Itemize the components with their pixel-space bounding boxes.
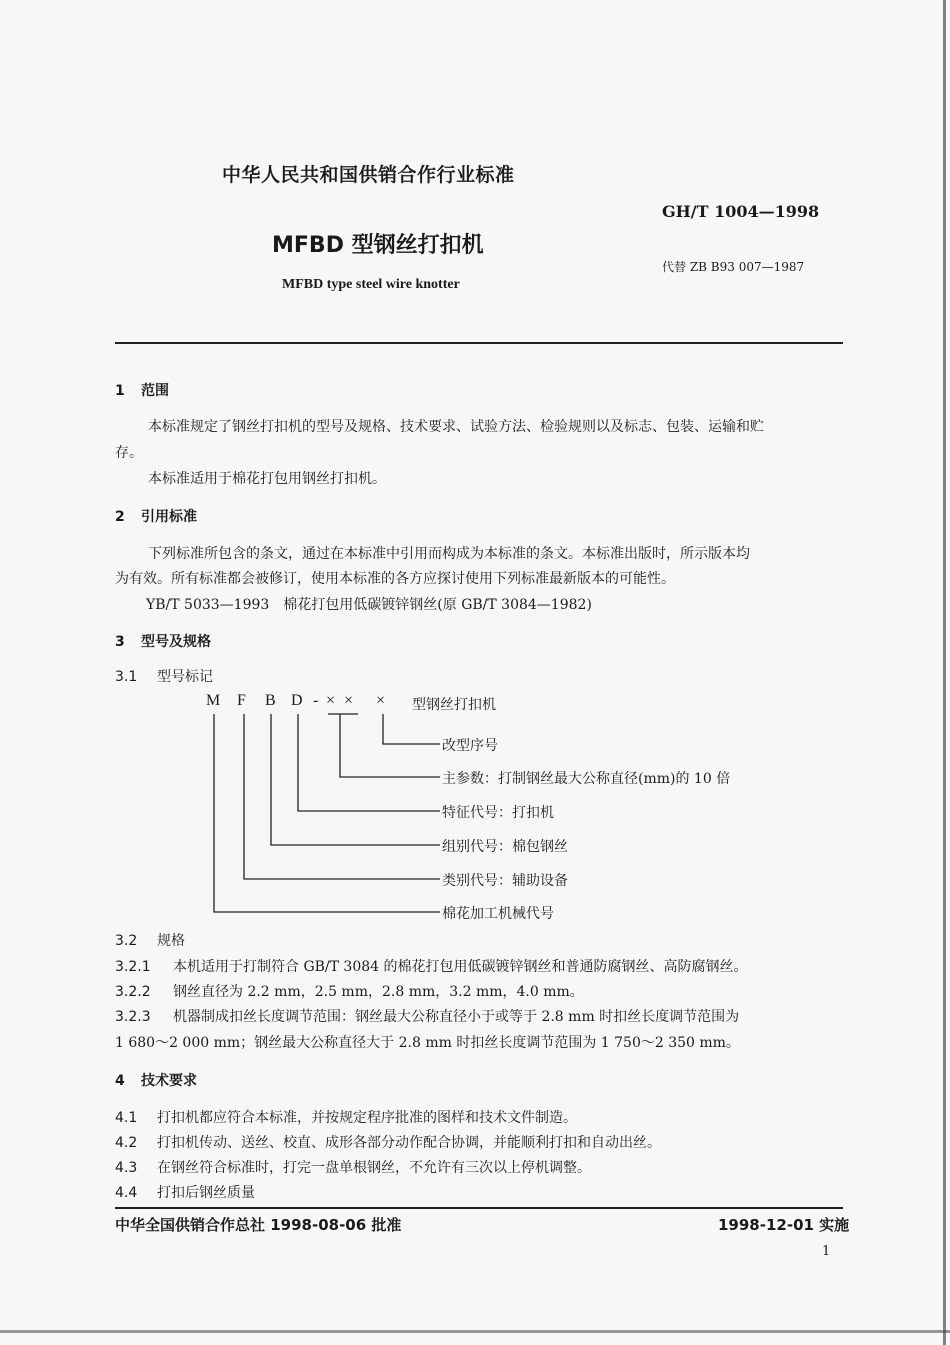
s1-paragraph-1-line-1: 本标准规定了钢丝打扣机的型号及规格、技术要求、试验方法、检验规则以及标志、包装、运输和贮 [148, 419, 764, 435]
model-char-m: M [206, 692, 221, 709]
s322-text: 钢丝直径为 2.2 mm，2.5 mm，2.8 mm，3.2 mm，4.0 mm。 [173, 984, 584, 1000]
effective-date: 1998-12-01 实施 [718, 1216, 850, 1234]
model-char-dash: - [313, 692, 319, 709]
replaces-note: 代替 ZB B93 007—1987 [662, 260, 805, 274]
item-text: 在钢丝符合标准时，打完一盘单根钢丝，不允许有三次以上停机调整。 [157, 1160, 591, 1176]
model-char-d: D [291, 692, 303, 709]
item-text: 打扣机传动、送丝、校直、成形各部分动作配合协调，并能顺利打扣和自动出丝。 [157, 1135, 661, 1151]
item-number: 4.1 [115, 1110, 138, 1126]
model-char-x3: × [376, 692, 386, 709]
item-number: 4.3 [115, 1160, 138, 1176]
leader-line-2 [340, 714, 440, 777]
s2-paragraph-line-1: 下列标准所包含的条文，通过在本标准中引用而构成为本标准的条文。本标准出版时，所示版本均 [148, 546, 750, 562]
approval-note: 中华全国供销合作总社 1998-08-06 批准 [115, 1216, 402, 1234]
section-number: 3 [115, 634, 125, 650]
s323-paragraph-line-2: 1 680～2 000 mm；钢丝最大公称直径大于 2.8 mm 时扣丝长度调节范围为 1 750～2 350 mm。 [115, 1035, 740, 1051]
subsection-title: 规格 [157, 933, 185, 949]
page-number: 1 [822, 1244, 831, 1259]
title-cn: MFBD 型钢丝打扣机 [272, 233, 484, 258]
leader-line-5 [244, 714, 440, 879]
s2-paragraph-line-2: 为有效。所有标准都会被修订，使用本标准的各方应探讨使用下列标准最新版本的可能性。 [115, 571, 675, 587]
section-title: 技术要求 [141, 1073, 197, 1089]
model-label: 型钢丝打扣机 [412, 697, 496, 713]
s2-reference: YB/T 5033—1993 棉花打包用低碳镀锌钢丝(原 GB/T 3084—1982) [146, 597, 592, 613]
s321-text: 本机适用于打制符合 GB/T 3084 的棉花打包用低碳镀锌钢丝和普通防腐钢丝、高防腐钢丝。 [173, 959, 748, 975]
legend-item-5: 类别代号：辅助设备 [442, 873, 568, 889]
s1-paragraph-2: 本标准适用于棉花打包用钢丝打扣机。 [148, 471, 386, 487]
s32-heading [115, 930, 185, 950]
section-title: 范围 [141, 383, 169, 399]
subsection-number: 3.2 [115, 933, 138, 949]
s42-item [115, 1132, 661, 1152]
section-4-heading [115, 1070, 197, 1090]
leader-line-4 [271, 714, 440, 845]
section-number: 4 [115, 1073, 125, 1089]
model-char-b: B [265, 692, 276, 709]
s321-paragraph [115, 956, 748, 976]
s323-text-line-1: 机器制成扣丝长度调节范围：钢丝最大公称直径小于或等于 2.8 mm 时扣丝长度调节范围为 [173, 1009, 740, 1025]
legend-item-4: 组别代号：棉包钢丝 [442, 839, 568, 855]
item-number: 4.2 [115, 1135, 138, 1151]
section-title: 引用标准 [141, 509, 197, 525]
s1-paragraph-1-line-2: 存。 [115, 445, 143, 461]
model-char-f: F [237, 692, 246, 709]
section-number: 2 [115, 509, 125, 525]
item-number: 4.4 [115, 1185, 138, 1201]
subsection-number: 3.2.1 [115, 959, 151, 975]
leader-line-3 [298, 714, 440, 811]
s44-item [115, 1182, 255, 1202]
model-char-x2: × [344, 692, 354, 709]
standard-code: GH/T 1004—1998 [662, 202, 820, 221]
standard-name: 中华人民共和国供销合作行业标准 [222, 164, 515, 186]
model-char-x1: × [326, 692, 336, 709]
legend-item-1: 改型序号 [442, 738, 498, 754]
section-title: 型号及规格 [141, 634, 211, 650]
subsection-number: 3.1 [115, 669, 138, 685]
footer-rule [115, 1207, 843, 1209]
legend-item-6: 棉花加工机械代号 [442, 906, 554, 922]
legend-item-2: 主参数：打制钢丝最大公称直径(mm)的 10 倍 [442, 771, 731, 787]
s43-item [115, 1157, 591, 1177]
leader-line-1 [383, 714, 440, 744]
item-text: 打扣机都应符合本标准，并按规定程序批准的图样和技术文件制造。 [157, 1110, 577, 1126]
subsection-number: 3.2.2 [115, 984, 151, 1000]
title-en: MFBD type steel wire knotter [282, 277, 460, 292]
subsection-title: 型号标记 [157, 669, 213, 685]
s322-paragraph [115, 981, 584, 1001]
s323-paragraph-line-1 [115, 1006, 739, 1026]
subsection-number: 3.2.3 [115, 1009, 151, 1025]
section-number: 1 [115, 383, 125, 399]
item-text: 打扣后钢丝质量 [157, 1185, 255, 1201]
legend-item-3: 特征代号：打扣机 [442, 805, 554, 821]
s41-item [115, 1107, 577, 1127]
